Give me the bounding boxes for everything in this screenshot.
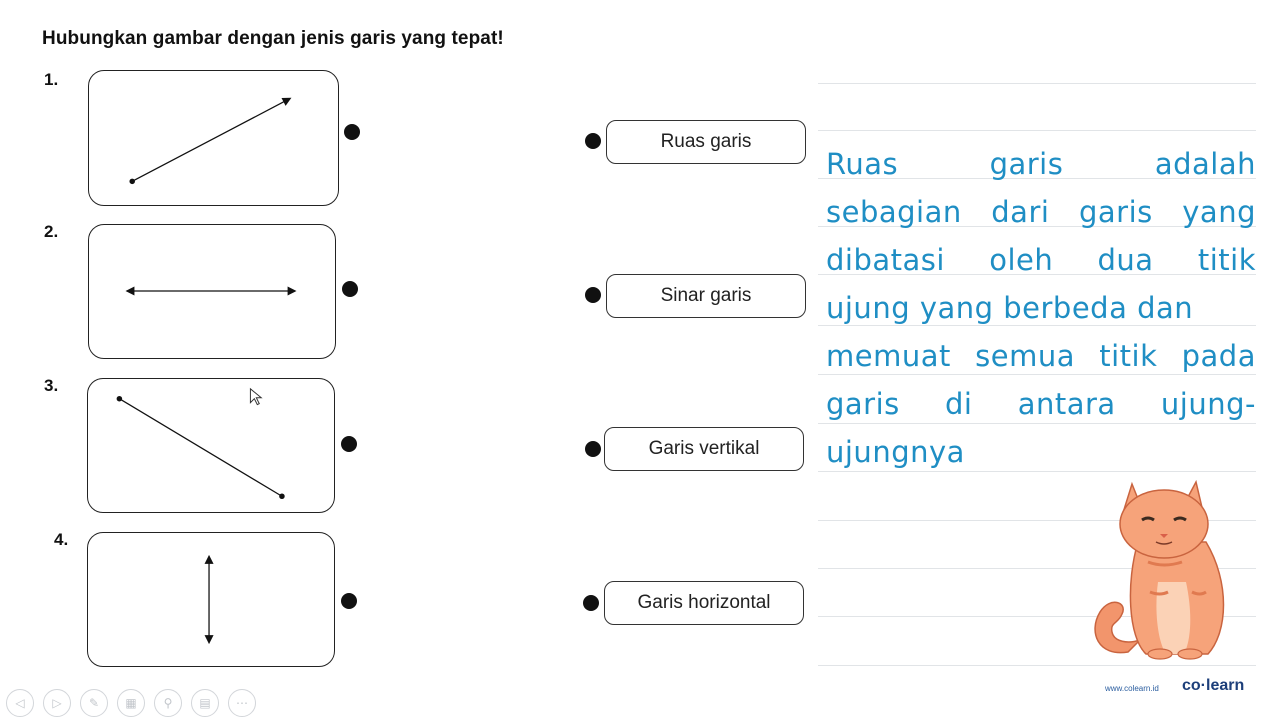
figure-box-4 (87, 532, 335, 667)
ray-diagram (89, 71, 338, 205)
note-line-4: ujung yang berbeda dan (826, 291, 1194, 325)
brand-logo: co·learn (1182, 677, 1245, 694)
segment-diagram (88, 379, 334, 512)
connector-dot-question-4[interactable] (341, 593, 357, 609)
page-title: Hubungkan gambar dengan jenis garis yang tepat! (42, 28, 504, 49)
note-line-5: memuat semua titik pada (826, 339, 1256, 373)
question-number-1: 1. (44, 70, 59, 89)
pen-icon[interactable]: ✎ (80, 689, 108, 717)
figure-box-2 (88, 224, 336, 359)
connector-dot-option-3[interactable] (585, 441, 601, 457)
note-line-1: Ruas garis adalah (826, 147, 1256, 181)
segment-line (119, 399, 282, 497)
vertical-line-diagram (88, 533, 334, 666)
connector-dot-question-2[interactable] (342, 281, 358, 297)
figure-box-1 (88, 70, 339, 206)
connector-dot-option-2[interactable] (585, 287, 601, 303)
image-icon[interactable]: ▤ (191, 689, 219, 717)
question-number-3: 3. (44, 376, 59, 395)
option-sinar-garis[interactable]: Sinar garis (606, 274, 806, 318)
endpoint-dot (129, 179, 135, 185)
option-garis-horizontal[interactable]: Garis horizontal (604, 581, 804, 625)
handwritten-explanation (826, 140, 1256, 476)
ray-line (132, 99, 290, 182)
connector-dot-question-1[interactable] (344, 124, 360, 140)
mouse-pointer-icon (250, 389, 261, 405)
note-line-6: garis di antara ujung- (826, 387, 1256, 421)
forward-icon[interactable]: ▷ (43, 689, 71, 717)
grid-icon[interactable]: ▦ (117, 689, 145, 717)
site-url: www.colearn.id (1105, 684, 1159, 693)
back-icon[interactable]: ◁ (6, 689, 34, 717)
note-line-3: dibatasi oleh dua titik (826, 243, 1256, 277)
question-number-4: 4. (54, 530, 69, 549)
endpoint-dot-a (117, 396, 123, 402)
ruled-line (818, 130, 1256, 131)
connector-dot-option-4[interactable] (583, 595, 599, 611)
endpoint-dot-b (279, 493, 285, 499)
zoom-icon[interactable]: ⚲ (154, 689, 182, 717)
note-line-2: sebagian dari garis yang (826, 195, 1256, 229)
ruled-line (818, 665, 1256, 666)
line-diagram (89, 225, 335, 358)
cat-mascot-illustration (1088, 462, 1248, 662)
figure-box-3 (87, 378, 335, 513)
ruled-line (818, 83, 1256, 84)
connector-dot-question-3[interactable] (341, 436, 357, 452)
bottom-toolbar (6, 689, 256, 717)
option-garis-vertikal[interactable]: Garis vertikal (604, 427, 804, 471)
more-icon[interactable]: ⋯ (228, 689, 256, 717)
question-number-2: 2. (44, 222, 59, 241)
option-ruas-garis[interactable]: Ruas garis (606, 120, 806, 164)
connector-dot-option-1[interactable] (585, 133, 601, 149)
note-line-7: ujungnya (826, 435, 965, 469)
